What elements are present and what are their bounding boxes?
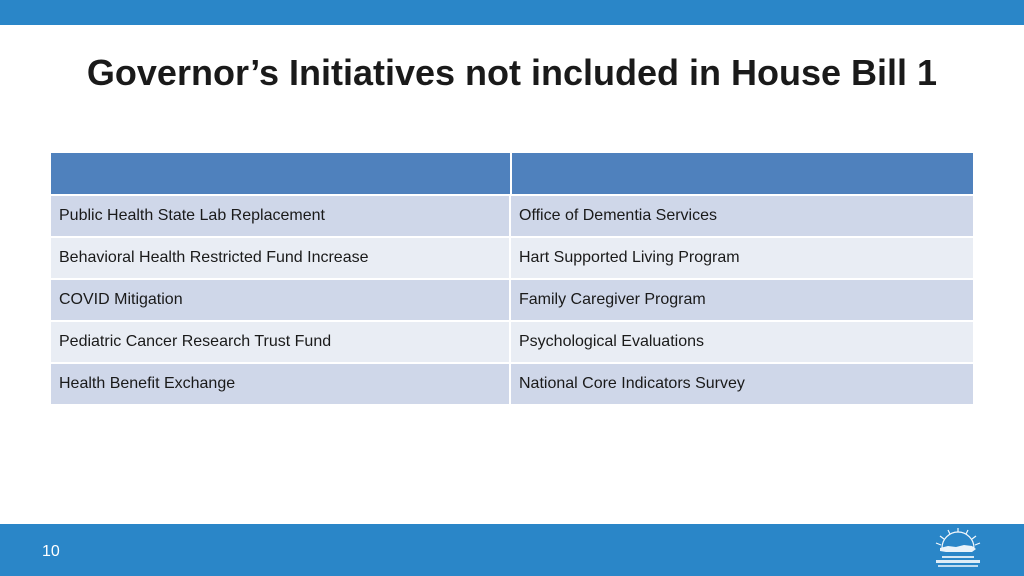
table-row (51, 362, 973, 404)
initiatives-table (51, 153, 973, 404)
table-header-cell (51, 153, 512, 194)
table-header-row (51, 153, 973, 194)
page-number: 10 (42, 543, 60, 560)
table-row (51, 194, 973, 236)
table-cell: Hart Supported Living Program (511, 236, 973, 278)
bottom-bar (0, 524, 1024, 576)
table-cell: Psychological Evaluations (511, 320, 973, 362)
table-cell: Behavioral Health Restricted Fund Increase (51, 236, 511, 278)
table-cell: Pediatric Cancer Research Trust Fund (51, 320, 511, 362)
table-row (51, 278, 973, 320)
table-header-cell (512, 153, 973, 194)
state-seal-logo-icon (928, 528, 988, 572)
table-row (51, 236, 973, 278)
table-cell: National Core Indicators Survey (511, 362, 973, 404)
table-cell: COVID Mitigation (51, 278, 511, 320)
table-cell: Family Caregiver Program (511, 278, 973, 320)
top-accent-bar (0, 0, 1024, 25)
table-cell: Office of Dementia Services (511, 194, 973, 236)
slide-title: Governor’s Initiatives not included in House Bill 1 (86, 52, 938, 93)
table-cell: Public Health State Lab Replacement (51, 194, 511, 236)
table-row (51, 320, 973, 362)
table-cell: Health Benefit Exchange (51, 362, 511, 404)
